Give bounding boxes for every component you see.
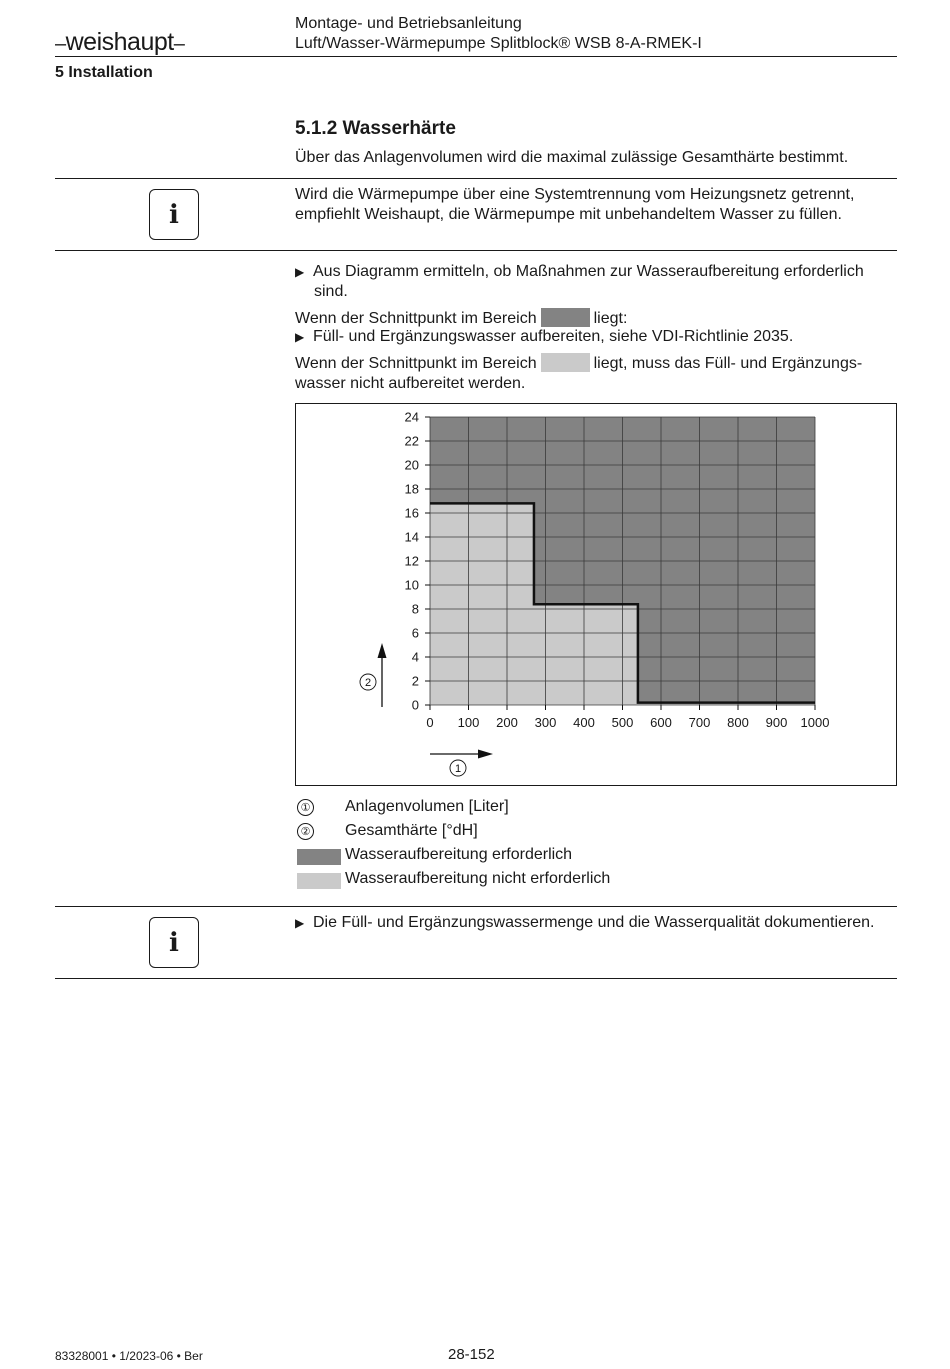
document-title-line-2: Luft/Wasser-Wärmepumpe Splitblock® WSB 8-A-RMEK-I xyxy=(295,35,702,52)
arrow-up-icon xyxy=(378,643,387,658)
tick-label-x: 100 xyxy=(457,715,480,730)
tick-label-y: 18 xyxy=(404,481,419,497)
intro-text: Über das Anlagenvolumen wird die maximal zulässige Gesamthärte bestimmt. xyxy=(295,149,849,166)
legend-required: Wasseraufbereitung erforderlich xyxy=(345,846,573,863)
legend-hardness: Gesamthärte [°dH] xyxy=(345,822,478,839)
tick-label-y: 0 xyxy=(411,697,419,713)
tick-label-y: 22 xyxy=(404,433,419,449)
legend-swatch-required xyxy=(297,849,341,865)
tick-label-y: 12 xyxy=(404,553,419,569)
step-treat-water-text: Füll- und Ergänzungswasser aufbereiten, siehe VDI-Richtlinie 2035. xyxy=(313,328,794,345)
document-number: 83328001 • 1/2023-06 • Ber xyxy=(55,1349,203,1363)
step-determine-line-2: sind. xyxy=(314,283,348,300)
chart-root xyxy=(360,410,829,777)
info-note-1-line-2: empfiehlt Weishaupt, die Wärmepumpe mit unbehandeltem Wasser zu füllen. xyxy=(295,206,842,223)
page-heading: 5.1.2 Wasserhärte xyxy=(295,118,456,139)
condition-required-suffix: liegt: xyxy=(593,310,628,327)
tick-label-y: 16 xyxy=(404,505,419,521)
info-note-2-text: Die Füll- und Ergänzungswassermenge und die Wasserqualität dokumentieren. xyxy=(313,914,875,931)
condition-not-required-suffix: liegt, muss das Füll- und Ergänzungs- xyxy=(593,355,863,372)
tick-label-x: 0 xyxy=(426,715,434,730)
tick-label-y: 14 xyxy=(404,529,419,545)
tick-label-y: 24 xyxy=(404,409,419,425)
tick-label-y: 6 xyxy=(411,625,419,641)
info-note-1-line-1: Wird die Wärmepumpe über eine Systemtrennung vom Heizungsnetz getrennt, xyxy=(295,186,855,203)
tick-label-y: 8 xyxy=(411,601,419,617)
tick-label-x: 1000 xyxy=(800,715,830,730)
y-axis-marker: 2 xyxy=(364,677,372,689)
legend-marker-2: ② xyxy=(297,823,314,840)
arrow-right-icon xyxy=(478,750,493,759)
triangle-right-icon: ▶ xyxy=(295,916,305,930)
tick-label-x: 300 xyxy=(534,715,557,730)
tick-label-x: 400 xyxy=(573,715,595,730)
tick-label-y: 4 xyxy=(411,649,419,665)
section-label: 5 Installation xyxy=(55,64,153,81)
x-axis-marker: 1 xyxy=(454,763,462,775)
tick-label-x: 900 xyxy=(765,715,788,730)
tick-label-x: 700 xyxy=(688,715,711,730)
tick-label-x: 200 xyxy=(496,715,518,730)
tick-label-x: 600 xyxy=(650,715,672,730)
triangle-right-icon: ▶ xyxy=(295,265,305,279)
tick-label-x: 500 xyxy=(611,715,634,730)
legend-not-required: Wasseraufbereitung nicht erforderlich xyxy=(345,870,611,887)
condition-not-required-line-2: wasser nicht aufbereitet werden. xyxy=(295,375,526,392)
step-determine-line-1: Aus Diagramm ermitteln, ob Maßnahmen zur Wasseraufbereitung erforderlich xyxy=(313,263,864,280)
triangle-right-icon: ▶ xyxy=(295,330,305,344)
tick-label-y: 20 xyxy=(404,457,419,473)
weishaupt-logo: –weishaupt– xyxy=(55,28,185,56)
condition-required-text: Wenn der Schnittpunkt im Bereich xyxy=(295,310,537,327)
info-icon: ℹ xyxy=(149,917,199,968)
info2-top-divider xyxy=(55,906,897,907)
tick-label-y: 2 xyxy=(411,673,419,689)
page-number: 28-152 xyxy=(448,1346,495,1363)
tick-label-y: 10 xyxy=(404,577,419,593)
legend-swatch-not-required xyxy=(297,873,341,889)
legend-volume: Anlagenvolumen [Liter] xyxy=(345,798,509,815)
document-title-line-1: Montage- und Betriebsanleitung xyxy=(295,15,522,32)
tick-label-x: 800 xyxy=(727,715,749,730)
info-icon: ℹ xyxy=(149,189,199,240)
legend-marker-1: ① xyxy=(297,799,314,816)
info-note-2 xyxy=(295,913,874,933)
condition-not-required-text: Wenn der Schnittpunkt im Bereich xyxy=(295,355,537,372)
info2-bottom-divider xyxy=(55,978,897,979)
